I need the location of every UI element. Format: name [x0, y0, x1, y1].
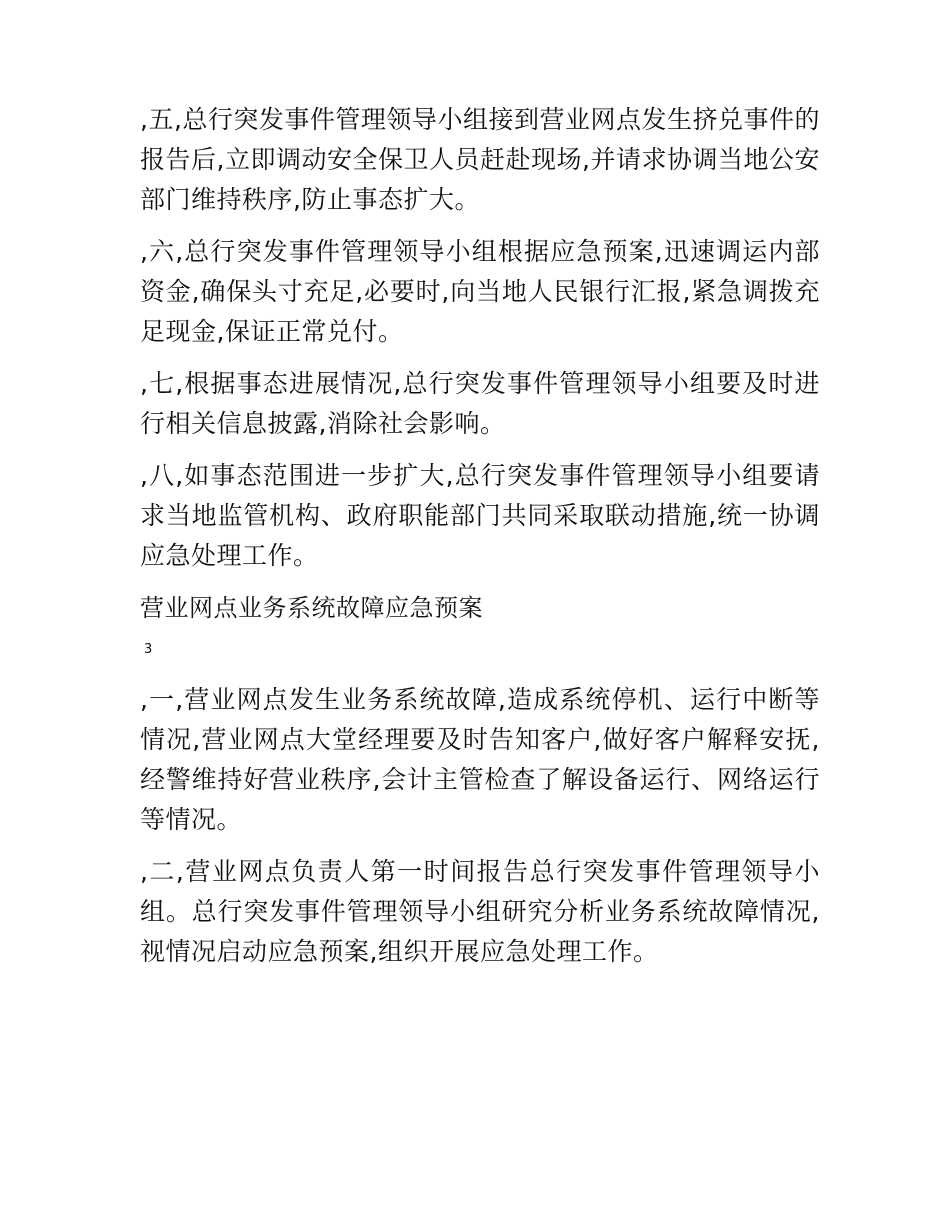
section-title: 营业网点业务系统故障应急预案: [140, 594, 483, 622]
paragraph-five: ,五,总行突发事件管理领导小组接到营业网点发生挤兑事件的报告后,立即调动安全保卫人员赶赴现场,并请求协调当地公安部门维持秩序,防止事态扩大。: [140, 105, 820, 214]
paragraph-two: ,二,营业网点负责人第一时间报告总行突发事件管理领导小组。总行突发事件管理领导小组研究分析业务系统故障情况,视情况启动应急预案,组织开展应急处理工作。: [140, 857, 820, 966]
document-body: [140, 100, 820, 984]
paragraph-six: ,六,总行突发事件管理领导小组根据应急预案,迅速调运内部资金,确保头寸充足,必要时,向当地人民银行汇报,紧急调拨充足现金,保证正常兑付。: [140, 237, 820, 346]
paragraph-seven: ,七,根据事态进展情况,总行突发事件管理领导小组要及时进行相关信息披露,消除社会影响。: [140, 369, 820, 438]
paragraph-one: ,一,营业网点发生业务系统故障,造成系统停机、运行中断等情况,营业网点大堂经理要及时告知客户,做好客户解释安抚,经警维持好营业秩序,会计主管检查了解设备运行、网络运行等情况。: [140, 685, 820, 834]
paragraph-eight: ,八,如事态范围进一步扩大,总行突发事件管理领导小组要请求当地监管机构、政府职能部门共同采取联动措施,统一协调应急处理工作。: [140, 461, 820, 570]
page-number: 3: [144, 642, 153, 657]
